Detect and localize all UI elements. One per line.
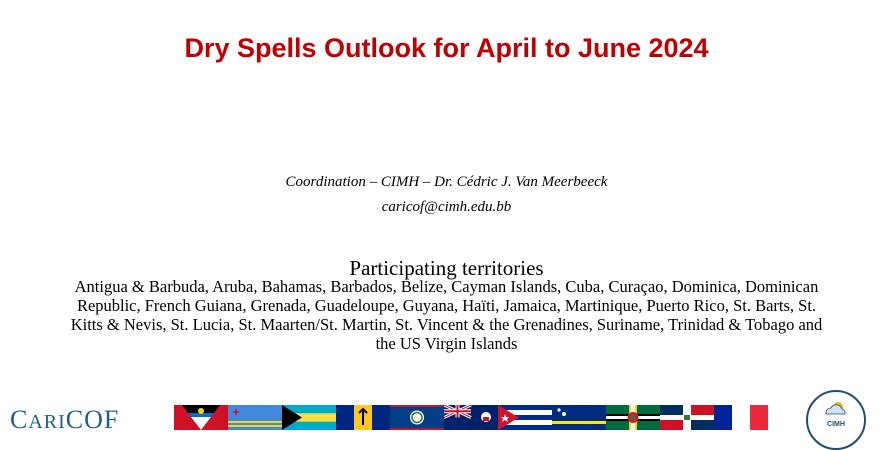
- coordination-line: Coordination – CIMH – Dr. Cédric J. Van Meerbeeck: [285, 174, 608, 190]
- logo-initial: C: [10, 405, 29, 434]
- flag-strip: [174, 405, 768, 430]
- page-title: Dry Spells Outlook for April to June 2024: [184, 33, 709, 63]
- flag-bahamas: [282, 405, 336, 430]
- flag-cuba: [498, 405, 552, 430]
- flag-belize: [390, 405, 444, 430]
- flag-france: [714, 405, 768, 430]
- territories-list: Antigua & Barbuda, Aruba, Bahamas, Barbados, Belize, Cayman Islands, Cuba, Curaçao, Dominica, Dominican Republic, French Guiana, Grenada, Guadeloupe, Guyana, Haïti, Jamaica, Martinique, Puerto Rico, St. Barts, St. Kitts & Nevis, St. Lucia, St. Maarten/St. Martin, St. Vincent & the Grenadines, Suriname, Trinidad & Tobago and the US Virgin Islands: [70, 277, 823, 353]
- logo-second: COF: [65, 405, 120, 434]
- flag-dominica: [606, 405, 660, 430]
- participating-heading: Participating territories: [349, 256, 544, 280]
- flag-curacao: [552, 405, 606, 430]
- caricof-logo: [10, 405, 119, 435]
- flag-cayman-islands: [444, 405, 498, 430]
- cimh-logo: [806, 390, 866, 450]
- cimh-label: CIMH: [827, 421, 845, 428]
- flag-antigua-barbuda: [174, 405, 228, 430]
- flag-dominican-republic: [660, 405, 714, 430]
- flag-aruba: [228, 405, 282, 430]
- cloud-sun-icon: [808, 392, 864, 420]
- flag-barbados: [336, 405, 390, 430]
- logo-rest: ARI: [28, 411, 66, 433]
- contact-email: caricof@cimh.edu.bb: [381, 199, 512, 215]
